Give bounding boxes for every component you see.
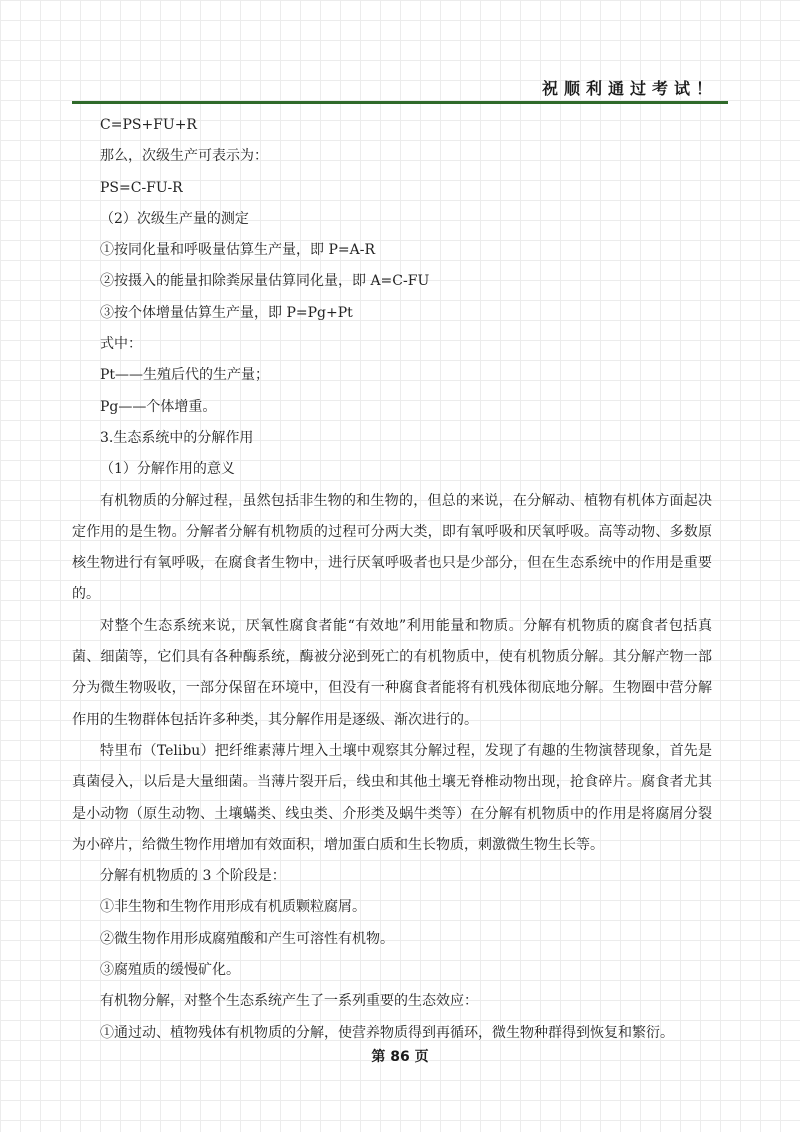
definition-line: Pt——生殖后代的生产量； (100, 367, 270, 384)
section-heading: （2）次级生产量的测定 (100, 210, 249, 227)
list-item: ③腐殖质的缓慢矿化。 (100, 962, 240, 979)
header-divider (72, 101, 728, 104)
list-item: ③按个体增量估算生产量，即 P=Pg+Pt (100, 304, 353, 321)
paragraph: 特里布（Telibu）把纤维素薄片埋入土壤中观察其分解过程，发现了有趣的生物演替现象，首先是真菌侵入，以后是大量细菌。当薄片裂开后，线虫和其他土壤无脊椎动物出现，抢食碎片。腐食者尤其是小动物（原生动物、土壤蟎类、线虫类、介形类及蜗牛类等）在分解有机物质中的作用是将腐屑分裂为小碎片，给微生物作用增加有效面积，增加蛋白质和生长物质，刺激微生物生长等。 (72, 742, 712, 853)
formula-line: PS=C-FU-R (100, 179, 183, 196)
paragraph: 有机物质的分解过程，虽然包括非生物的和生物的，但总的来说，在分解动、植物有机体方面起决定作用的是生物。分解者分解有机物质的过程可分两大类，即有氧呼吸和厌氧呼吸。高等动物、多数原核生物进行有氧呼吸，在腐食者生物中，进行厌氧呼吸者也只是少部分，但在生态系统中的作用是重要的。 (72, 492, 712, 603)
list-item: ②按摄入的能量扣除粪尿量估算同化量，即 A=C-FU (100, 273, 430, 290)
text-line: 有机物分解，对整个生态系统产生了一系列重要的生态效应： (100, 993, 478, 1010)
text-line: 那么，次级生产可表示为： (100, 148, 268, 165)
definition-line: Pg——个体增重。 (100, 398, 217, 415)
text-line: 式中： (100, 336, 142, 353)
paragraph: 对整个生态系统来说，厌氧性腐食者能“有效地”利用能量和物质。分解有机物质的腐食者包括真菌、细菌等，它们具有各种酶系统，酶被分泌到死亡的有机物质中，使有机物质分解。其分解产物一部分为微生物吸收，一部分保留在环境中，但没有一种腐食者能将有机残体彻底地分解。生物圈中营分解作用的生物群体包括许多种类，其分解作用是逐级、渐次进行的。 (72, 617, 712, 728)
list-item: ②微生物作用形成腐殖酸和产生可溶性有机物。 (100, 930, 394, 947)
list-item: ①通过动、植物残体有机物质的分解，使营养物质得到再循环，微生物种群得到恢复和繁衍。 (100, 1024, 674, 1041)
page-content (72, 110, 740, 1049)
header-title: 祝顺利通过考试！ (541, 79, 718, 98)
section-heading: （1）分解作用的意义 (100, 461, 235, 478)
formula-line: C=PS+FU+R (100, 117, 197, 133)
page-number: 第 86 页 (371, 1049, 429, 1065)
section-heading: 3.生态系统中的分解作用 (100, 429, 254, 446)
text-line: 分解有机物质的 3 个阶段是： (100, 868, 286, 885)
list-item: ①非生物和生物作用形成有机质颗粒腐屑。 (100, 899, 366, 916)
list-item: ①按同化量和呼吸量估算生产量，即 P=A-R (100, 242, 375, 259)
